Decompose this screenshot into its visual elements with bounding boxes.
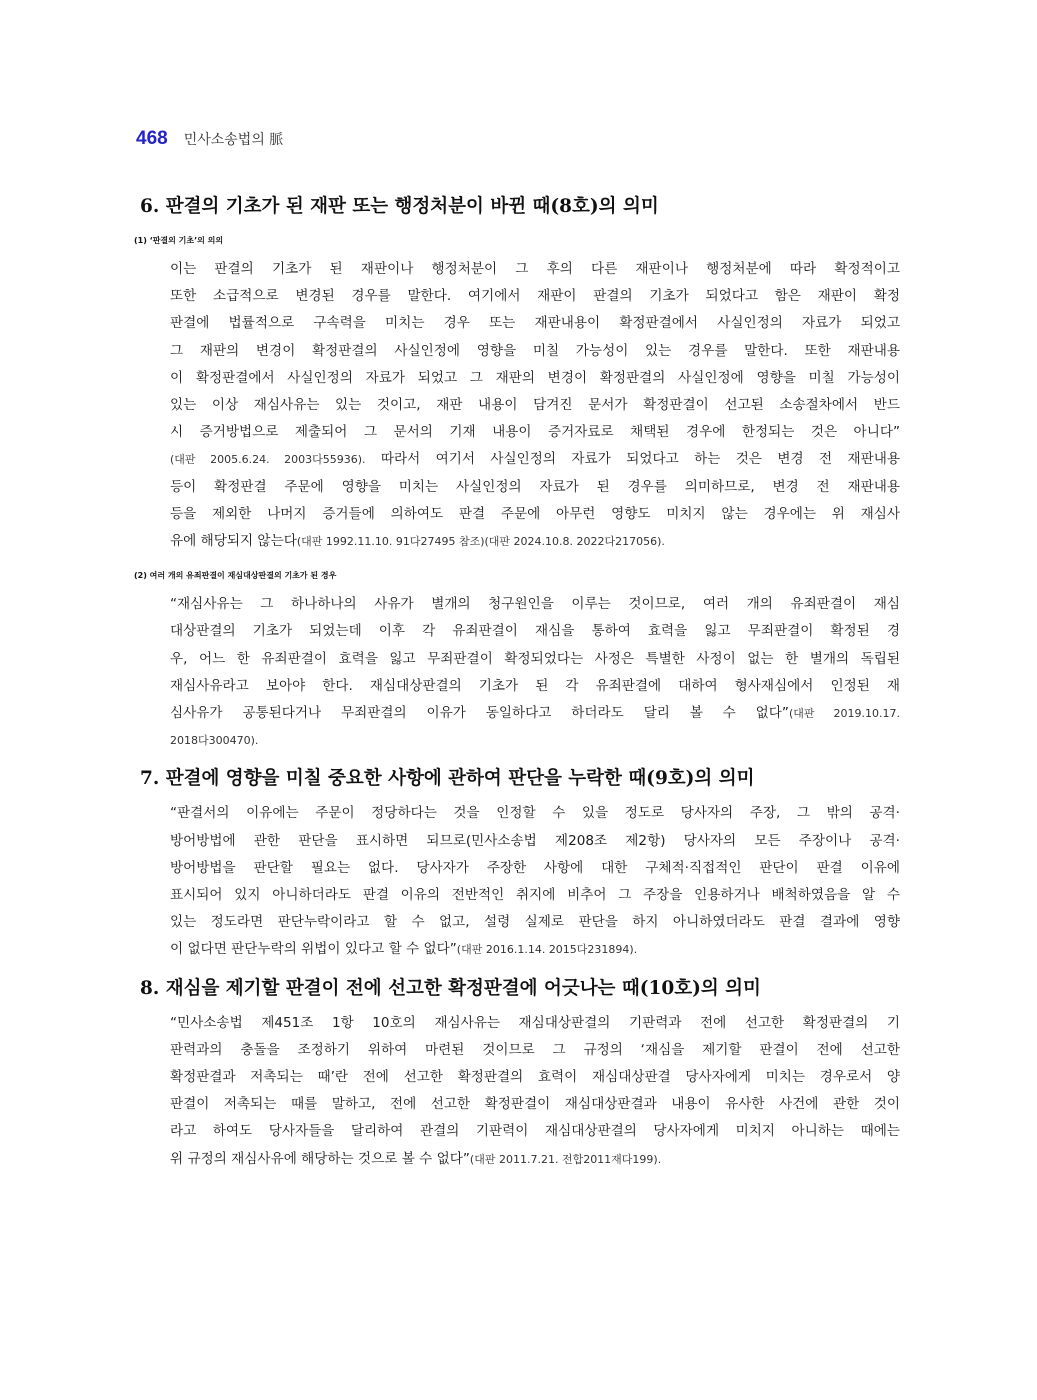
running-header bbox=[136, 128, 283, 156]
section-7-paragraph bbox=[170, 800, 900, 963]
text-line: 있는 이상 재심사유는 있는 것이고, 재판 내용이 담겨진 문서가 확정판결이 선고된 소송절차에서 반드 bbox=[170, 397, 900, 414]
text-line: 또한 소급적으로 변경된 경우를 말한다. 여기에서 재판이 판결의 기초가 되었다고 함은 재판이 확정 bbox=[170, 288, 900, 305]
text-line bbox=[170, 446, 900, 473]
text-run: 심사유가 공통된다거나 무죄판결의 이유가 동일하다고 하더라도 달리 볼 수 없다” bbox=[170, 705, 789, 722]
citation: (대판 2011.7.21. 전합2011재다199). bbox=[469, 1152, 662, 1166]
page-number: 468 bbox=[136, 128, 168, 149]
citation: (대판 2019.10.17. bbox=[788, 707, 900, 721]
text-run: 이 없다면 판단누락의 위법이 있다고 할 수 없다” bbox=[170, 941, 457, 958]
book-title: 민사소송법의 脈 bbox=[183, 132, 284, 148]
text-line: “민사소송법 제451조 1항 10호의 재심사유는 재심대상판결의 기판력과 전에 선고한 확정판결의 기 bbox=[170, 1014, 900, 1031]
text-line bbox=[170, 528, 900, 555]
text-line: 판결이 저촉되는 때를 말하고, 전에 선고한 확정판결이 재심대상판결과 내용이 유사한 사건에 관한 것이 bbox=[170, 1096, 900, 1113]
text-line: 우, 어느 한 유죄판결이 효력을 잃고 무죄판결이 확정되었다는 사정은 특별한 사정이 없는 한 별개의 독립된 bbox=[170, 650, 900, 667]
text-line: 시 증거방법으로 제출되어 그 문서의 기재 내용이 증거자료로 채택된 경우에 한정되는 것은 아니다” bbox=[170, 424, 900, 441]
text-line: 대상판결의 기초가 되었는데 이후 각 유죄판결이 재심을 통하여 효력을 잃고 무죄판결이 확정된 경 bbox=[170, 623, 900, 640]
text-line: 이 확정판결에서 사실인정의 자료가 되었고 그 재판의 변경이 확정판결의 사실인정에 영향을 미칠 가능성이 bbox=[170, 369, 900, 386]
section-6-heading: 6. 판결의 기초가 된 재판 또는 행정처분이 바뀐 때(8호)의 의미 bbox=[140, 196, 659, 217]
section-8-paragraph bbox=[170, 1010, 900, 1173]
text-line bbox=[170, 936, 900, 963]
text-line bbox=[170, 1146, 900, 1173]
page-body bbox=[134, 192, 900, 1173]
section-7-heading: 7. 판결에 영향을 미칠 중요한 사항에 관하여 판단을 누락한 때(9호)의 의미 bbox=[140, 768, 755, 790]
text-line: 판력과의 충돌을 조정하기 위하여 마련된 것이므로 그 규정의 ‘재심을 제기할 판결이 전에 선고한 bbox=[170, 1041, 900, 1058]
text-line: 이는 판결의 기초가 된 재판이나 행정처분이 그 후의 다른 재판이나 행정처분에 따라 확정적이고 bbox=[170, 261, 900, 277]
text-line: 판결에 법률적으로 구속력을 미치는 경우 또는 재판내용이 확정판결에서 사실인정의 자료가 되었고 bbox=[170, 315, 900, 332]
citation: (대판 2016.1.14. 2015다231894). bbox=[456, 943, 638, 957]
section-6-sub-1-heading: (1) ‘판결의 기초’의 의의 bbox=[134, 236, 224, 245]
text-line: 방어방법에 관한 판단을 표시하면 되므로(민사소송법 제208조 제2항) 당사자의 모든 주장이나 공격· bbox=[170, 832, 900, 849]
text-line: 재심사유라고 보아야 한다. 재심대상판결의 기초가 된 각 유죄판결에 대하여 형사재심에서 인정된 재 bbox=[170, 677, 900, 694]
text-line: “재심사유는 그 하나하나의 사유가 별개의 청구원인을 이루는 것이므로, 여러 개의 유죄판결이 재심 bbox=[170, 596, 900, 613]
section-8-heading: 8. 재심을 제기할 판결이 전에 선고한 확정판결에 어긋나는 때(10호)의 의미 bbox=[140, 977, 761, 999]
citation: (대판 1992.11.10. 91다27495 참조)(대판 2024.10.8. 2022다217056). bbox=[296, 535, 665, 549]
section-6-sub-2-paragraph bbox=[170, 591, 900, 754]
text-line: 방어방법을 판단할 필요는 없다. 당사자가 주장한 사항에 대한 구체적·직접적인 판단이 판결 이유에 bbox=[170, 859, 900, 876]
text-line: 표시되어 있지 아니하더라도 판결 이유의 전반적인 취지에 비추어 그 주장을 인용하거나 배척하였음을 알 수 bbox=[170, 887, 900, 904]
text-line bbox=[170, 700, 900, 727]
section-6-sub-2-heading: (2) 여러 개의 유죄판결이 재심대상판결의 기초가 된 경우 bbox=[134, 571, 337, 581]
text-line: 등을 제외한 나머지 증거들에 의하여도 판결 주문에 아무런 영향도 미치지 않는 경우에는 위 재심사 bbox=[170, 505, 900, 522]
text-line: “판결서의 이유에는 주문이 정당하다는 것을 인정할 수 있을 정도로 당사자의 주장, 그 밖의 공격· bbox=[170, 805, 900, 822]
citation: 2018다300470). bbox=[170, 734, 259, 748]
section-6-sub-1-paragraph bbox=[170, 256, 900, 555]
text-line: 확정판결과 저촉되는 때’란 전에 선고한 확정판결의 효력이 재심대상판결 당사자에게 미치는 경우로서 양 bbox=[170, 1069, 900, 1086]
text-line: 그 재판의 변경이 확정판결의 사실인정에 영향을 미칠 가능성이 있는 경우를 말한다. 또한 재판내용 bbox=[170, 342, 900, 359]
text-line: 있는 정도라면 판단누락이라고 할 수 없고, 설령 실제로 판단을 하지 아니하였더라도 판결 결과에 영향 bbox=[170, 914, 900, 931]
text-run: 따라서 여기서 사실인정의 자료가 되었다고 하는 것은 변경 전 재판내용 bbox=[365, 451, 900, 468]
text-run: 유에 해당되지 않는다 bbox=[170, 533, 297, 550]
text-line: 등이 확정판결 주문에 영향을 미치는 사실인정의 자료가 된 경우를 의미하므로, 변경 전 재판내용 bbox=[170, 478, 900, 495]
citation: (대판 2005.6.24. 2003다55936). bbox=[170, 453, 366, 467]
text-run: 위 규정의 재심사유에 해당하는 것으로 볼 수 없다” bbox=[170, 1150, 470, 1167]
text-line bbox=[170, 727, 900, 754]
text-line: 라고 하여도 당사자들을 달리하여 관결의 기판력이 재심대상판결의 당사자에게 미치지 아니하는 때에는 bbox=[170, 1123, 900, 1140]
